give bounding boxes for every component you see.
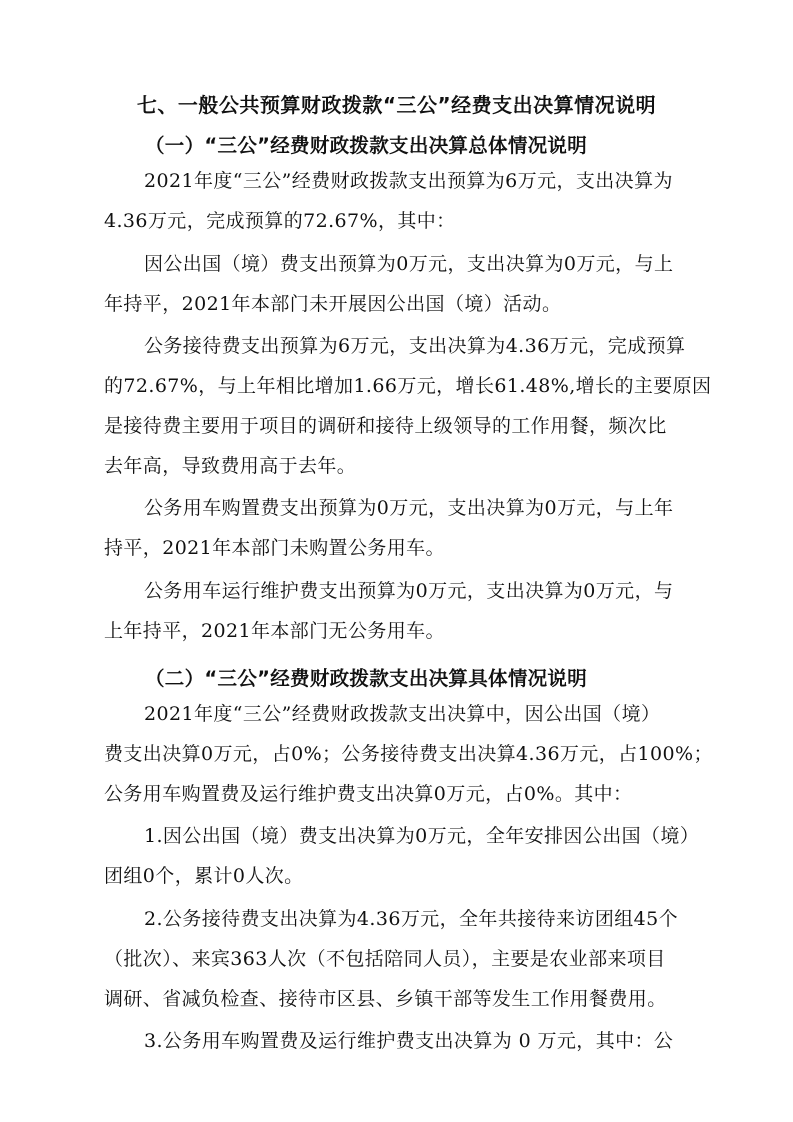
section-1-heading: （一）“三公”经费财政拨款支出决算总体情况说明: [145, 134, 588, 157]
paragraph-line: 上年持平，2021年本部门无公务用车。: [104, 620, 445, 642]
paragraph-line: 公务接待费支出预算为6万元，支出决算为4.36万元，完成预算: [144, 335, 686, 357]
section-2-heading: （二）“三公”经费财政拨款支出决算具体情况说明: [145, 667, 588, 690]
paragraph-line: 3.公务用车购置费及运行维护费支出决算为 0 万元，其中：公: [144, 1030, 674, 1052]
paragraph-line: 2021年度“三公”经费财政拨款支出决算中，因公出国（境）: [144, 703, 661, 725]
paragraph-line: 团组0个，累计0人次。: [104, 865, 304, 887]
paragraph-line: 公务用车运行维护费支出预算为0万元，支出决算为0万元，与: [144, 580, 674, 602]
paragraph-line: 的72.67%，与上年相比增加1.66万元，增长61.48%,增长的主要原因: [104, 375, 712, 397]
paragraph-line: 调研、省减负检查、接待市区县、乡镇干部等发生工作用餐费用。: [104, 988, 667, 1010]
paragraph-line: （批次）、来宾363人次（不包括陪同人员），主要是农业部来项目: [104, 948, 666, 970]
paragraph-line: 公务用车购置费及运行维护费支出决算0万元，占0%。其中：: [104, 783, 633, 805]
paragraph-line: 公务用车购置费支出预算为0万元，支出决算为0万元，与上年: [144, 497, 674, 519]
document-title: 七、一般公共预算财政拨款“三公”经费支出决算情况说明: [136, 93, 657, 117]
paragraph-line: 年持平，2021年本部门未开展因公出国（境）活动。: [104, 293, 562, 315]
paragraph-line: 持平，2021年本部门未购置公务用车。: [104, 537, 445, 559]
paragraph-line: 1.因公出国（境）费支出决算为0万元，全年安排因公出国（境）: [144, 825, 700, 847]
paragraph-line: 是接待费主要用于项目的调研和接待上级领导的工作用餐，频次比: [104, 415, 667, 437]
paragraph-line: 2021年度“三公”经费财政拨款支出预算为6万元，支出决算为: [144, 170, 673, 192]
paragraph-line: 2.公务接待费支出决算为4.36万元，全年共接待来访团组45个: [144, 908, 679, 930]
paragraph-line: 费支出决算0万元，占0%；公务接待费支出决算4.36万元，占100%；: [104, 743, 713, 765]
paragraph-line: 因公出国（境）费支出预算为0万元，支出决算为0万元，与上: [144, 253, 674, 275]
paragraph-line: 去年高，导致费用高于去年。: [104, 455, 357, 477]
paragraph-line: 4.36万元，完成预算的72.67%，其中：: [104, 210, 456, 232]
